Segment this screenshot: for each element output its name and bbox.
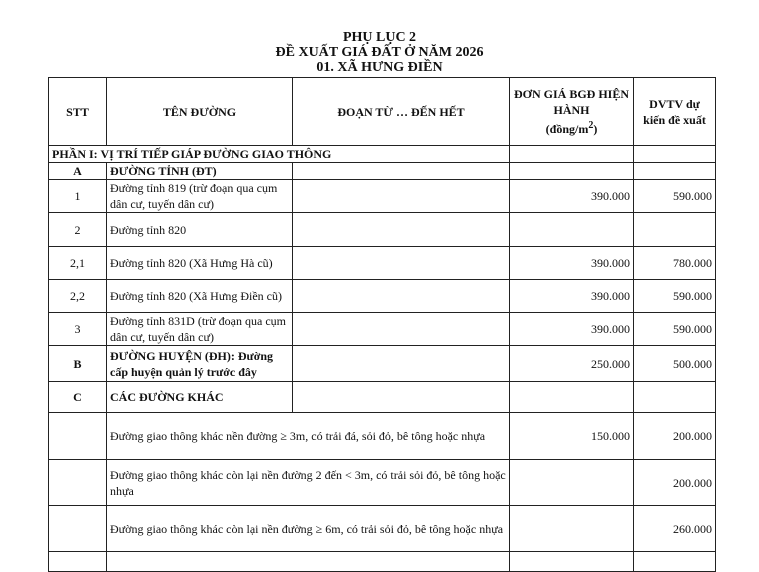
row-stt: 2,2 <box>49 280 107 313</box>
table-cell <box>293 346 510 382</box>
table-row <box>49 280 716 313</box>
current-price-unit: $(đồng/m^2)$ <box>545 120 598 136</box>
row-proposed-price: 590.000 <box>634 313 716 346</box>
section-b-name: ĐƯỜNG HUYỆN (ĐH): Đường cấp huyện quản lý trước đây <box>107 346 293 382</box>
row-segment <box>293 213 510 247</box>
table-cell <box>49 552 107 572</box>
table-row <box>49 413 716 460</box>
row-road-name: Đường tỉnh 820 <box>107 213 293 247</box>
row-segment <box>293 313 510 346</box>
table-row <box>49 552 716 572</box>
section-c-stt: C <box>49 382 107 413</box>
table-row <box>49 460 716 506</box>
row-stt: 3 <box>49 313 107 346</box>
row-current-price: 390.000 <box>510 280 634 313</box>
table-row <box>49 506 716 552</box>
row-proposed-price: 590.000 <box>634 180 716 213</box>
row-road-description: Đường giao thông khác còn lại nền đường 2 đến < 3m, có trải sỏi đỏ, bê tông hoặc nhựa <box>107 460 510 506</box>
section-b-proposed-price: 500.000 <box>634 346 716 382</box>
row-stt <box>49 413 107 460</box>
row-stt: 2,1 <box>49 247 107 280</box>
row-current-price: 390.000 <box>510 180 634 213</box>
row-segment <box>293 247 510 280</box>
table-cell <box>510 163 634 180</box>
row-proposed-price: 200.000 <box>634 413 716 460</box>
section-c-name: CÁC ĐƯỜNG KHÁC <box>107 382 293 413</box>
row-proposed-price <box>634 213 716 247</box>
table-cell <box>634 552 716 572</box>
col-header-road-name: TÊN ĐƯỜNG <box>107 78 293 146</box>
part1-title: PHẦN I: VỊ TRÍ TIẾP GIÁP ĐƯỜNG GIAO THÔNG <box>49 146 510 163</box>
row-road-name: Đường tỉnh 820 (Xã Hưng Hà cũ) <box>107 247 293 280</box>
table-row <box>49 247 716 280</box>
row-current-price: 390.000 <box>510 313 634 346</box>
table-cell <box>634 382 716 413</box>
table-row <box>49 313 716 346</box>
table-cell <box>107 552 510 572</box>
row-road-description: Đường giao thông khác nền đường ≥ 3m, có trải đá, sỏi đỏ, bê tông hoặc nhựa <box>107 413 510 460</box>
row-stt: 1 <box>49 180 107 213</box>
table-cell <box>634 163 716 180</box>
section-a-name: ĐƯỜNG TỈNH (ĐT) <box>107 163 293 180</box>
row-road-description: Đường giao thông khác còn lại nền đường ≥ 6m, có trải sỏi đỏ, bê tông hoặc nhựa <box>107 506 510 552</box>
col-header-segment: ĐOẠN TỪ … ĐẾN HẾT <box>293 78 510 146</box>
section-b-row <box>49 346 716 382</box>
section-a-stt: A <box>49 163 107 180</box>
row-current-price <box>510 506 634 552</box>
row-current-price <box>510 460 634 506</box>
col-header-proposed-price: DVTV dự kiến đề xuất <box>634 78 716 146</box>
table-cell <box>510 382 634 413</box>
proposal-title: ĐỀ XUẤT GIÁ ĐẤT Ở NĂM 2026 <box>275 45 484 60</box>
section-c-row <box>49 382 716 413</box>
table-row <box>49 213 716 247</box>
table-cell <box>510 146 634 163</box>
row-proposed-price: 260.000 <box>634 506 716 552</box>
row-proposed-price: 590.000 <box>634 280 716 313</box>
section-b-stt: B <box>49 346 107 382</box>
land-price-table <box>48 77 716 572</box>
table-cell <box>293 163 510 180</box>
table-cell <box>634 146 716 163</box>
row-current-price: 150.000 <box>510 413 634 460</box>
appendix-title: PHỤ LỤC 2 <box>342 30 417 45</box>
current-price-label: ĐƠN GIÁ BGĐ HIỆN HÀNH <box>513 87 629 117</box>
section-b-current-price: 250.000 <box>510 346 634 382</box>
col-header-stt: STT <box>49 78 107 146</box>
table-row <box>49 180 716 213</box>
row-road-name: Đường tỉnh 831D (trừ đoạn qua cụm dân cư, tuyến dân cư) <box>107 313 293 346</box>
row-stt: 2 <box>49 213 107 247</box>
document-title-block <box>0 30 759 75</box>
row-road-name: Đường tỉnh 819 (trừ đoạn qua cụm dân cư, tuyến dân cư) <box>107 180 293 213</box>
table-cell <box>293 382 510 413</box>
row-current-price: 390.000 <box>510 247 634 280</box>
col-header-current-price <box>510 78 634 146</box>
row-proposed-price: 780.000 <box>634 247 716 280</box>
row-current-price <box>510 213 634 247</box>
table-cell <box>510 552 634 572</box>
row-proposed-price: 200.000 <box>634 460 716 506</box>
commune-title: 01. XÃ HƯNG ĐIỀN <box>316 60 443 75</box>
table-header-row <box>49 78 716 146</box>
row-stt <box>49 460 107 506</box>
row-stt <box>49 506 107 552</box>
row-road-name: Đường tỉnh 820 (Xã Hưng Điền cũ) <box>107 280 293 313</box>
row-segment <box>293 180 510 213</box>
row-segment <box>293 280 510 313</box>
section-a-row <box>49 163 716 180</box>
part1-row <box>49 146 716 163</box>
